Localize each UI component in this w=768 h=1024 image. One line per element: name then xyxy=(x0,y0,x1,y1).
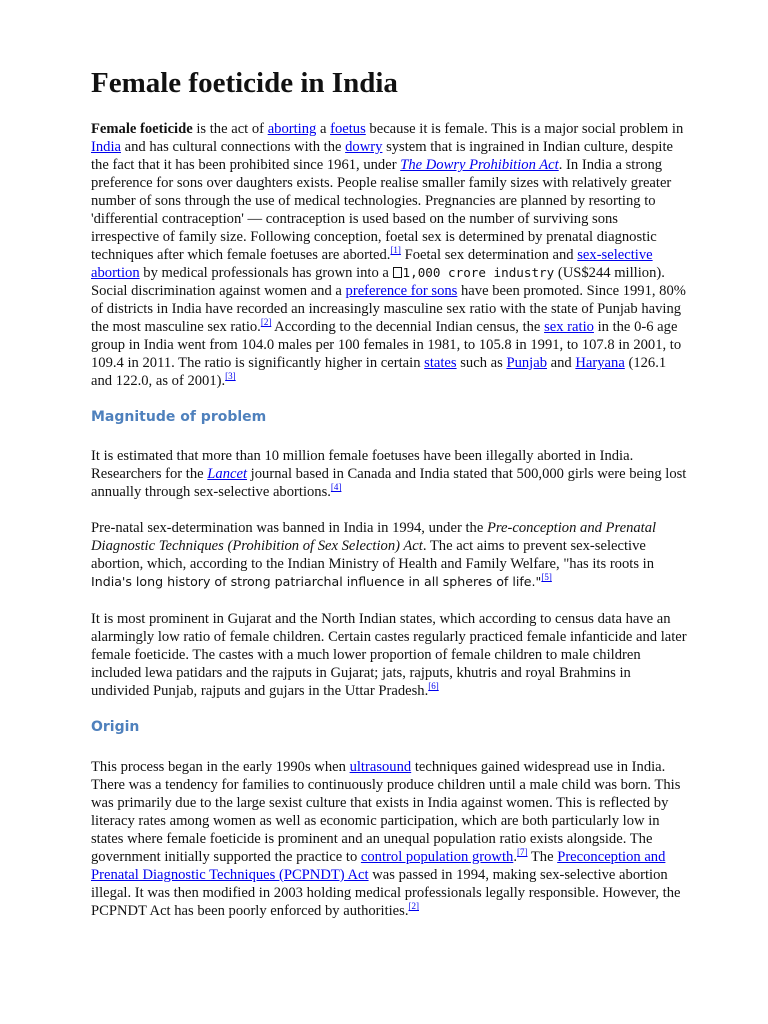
link-ultrasound[interactable]: ultrasound xyxy=(349,759,412,775)
term-bold: Female foeticide xyxy=(91,121,193,137)
link-preference-for-sons[interactable]: preference for sons xyxy=(345,283,458,299)
ref-2[interactable]: [2] xyxy=(260,317,272,328)
rupee-amount: 1,000 crore industry xyxy=(393,265,555,280)
intro-paragraph: Female foeticide is the act of aborting a foetus because it is female. This is a major social problem in India and has cultural connections with the dowry system that is ingrained in Indian culture, despite the fact that it has been prohibited since 1961, under The Dowry Prohibition Act. In India a strong preference for sons over daughters exists. People realise smaller family sizes with relatively greater number of sons through the use of medical technologies. Pregnancies are planned by resorting to 'differential contraception' — contraception is used based on the number of surviving sons irrespective of family size. Following conception, foetal sex is determined by prenatal diagnostic techniques after which female foetuses are aborted.[1] Foetal sex determination and sex-selective abortion by medical professionals has grown into a 1,000 crore industry (US$244 million). Social discrimination against women and a preference for sons have been promoted. Since 1991, 80% of districts in India have recorded an increasingly masculine sex ratio with the state of Punjab having the most masculine sex ratio.[2] According to the decennial Indian census, the sex ratio in the 0-6 age group in India went from 104.0 males per 100 females in 1981, to 105.8 in 1991, to 107.8 in 2001, to 109.4 in 2011. The ratio is significantly higher in certain states such as Punjab and Haryana (126.1 and 122.0, as of 2001).[3] xyxy=(91,121,686,389)
link-states[interactable]: states xyxy=(424,355,457,371)
link-pcpndt-act[interactable]: Preconception and Prenatal Diagnostic Techniques (PCPNDT) Act xyxy=(91,849,666,883)
link-dowry[interactable]: dowry xyxy=(345,139,383,155)
heading-magnitude: Magnitude of problem xyxy=(91,409,267,425)
link-india[interactable]: India xyxy=(91,139,121,155)
ref-3[interactable]: [3] xyxy=(225,371,236,382)
link-sex-ratio[interactable]: sex ratio xyxy=(544,319,594,335)
link-haryana[interactable]: Haryana xyxy=(575,355,625,371)
link-sex-selective-abortion[interactable]: sex-selective abortion xyxy=(91,247,653,281)
link-aborting[interactable]: aborting xyxy=(267,121,317,137)
ref-2-second[interactable]: [2] xyxy=(408,901,419,912)
origin-paragraph: This process began in the early 1990s when ultrasound techniques gained widespread use in India. There was a tendency for families to continuously produce children until a male child was born. This was primarily due to the large sexist culture that exists in India against women. This is reflected by literacy rates among women as well as economic participation, which are both particularly low in states where female foeticide is prominent and an unequal population ratio exists alongside. The government initially supported the practice to control population growth.[7] The Preconception and Prenatal Diagnostic Techniques (PCPNDT) Act was passed in 1994, making sex-selective abortion illegal. It was then modified in 2003 holding medical professionals legally responsible. However, the PCPNDT Act has been poorly enforced by authorities.[2] xyxy=(91,759,681,919)
ref-4[interactable]: [4] xyxy=(330,482,342,493)
ref-7[interactable]: [7] xyxy=(516,847,528,858)
rupee-glyph-icon xyxy=(393,267,402,278)
ref-5[interactable]: [5] xyxy=(541,572,552,583)
magnitude-paragraph-1: It is estimated that more than 10 million female foetuses have been illegally aborted in India. Researchers for the Lancet journal based in Canada and India stated that 500,000 girls were being lost annually through sex-selective abortions.[4] xyxy=(91,448,687,500)
heading-origin: Origin xyxy=(91,719,140,735)
link-lancet[interactable]: Lancet xyxy=(207,466,248,482)
act-name: Pre-conception and Prenatal Diagnostic Techniques (Prohibition of Sex Selection) Act xyxy=(91,520,657,554)
ref-6[interactable]: [6] xyxy=(428,681,439,692)
magnitude-paragraph-3: It is most prominent in Gujarat and the North Indian states, which according to census data have an alarmingly low ratio of female children. Certain castes regularly practiced female infanticide and later female foeticide. The castes with a much lower proportion of female children to male children included lewa patidars and the rajputs in Gujarat; jats, rajputs, khutris and royal Brahmins in undivided Punjab, rajputs and gujars in the Uttar Pradesh.[6] xyxy=(91,611,687,699)
magnitude-paragraph-2: Pre-natal sex-determination was banned in India in 1994, under the Pre-conception and Prenatal Diagnostic Techniques (Prohibition of Sex Selection) Act. The act aims to prevent sex-selective abortion, which, according to the Indian Ministry of Health and Family Welfare, "has its roots in India's long history of strong patriarchal influence in all spheres of life."[5] xyxy=(91,520,657,589)
quote-text: India's long history of strong patriarchal influence in all spheres of life." xyxy=(91,574,542,589)
link-control-population-growth[interactable]: control population growth xyxy=(360,849,514,865)
link-foetus[interactable]: foetus xyxy=(330,121,366,137)
ref-1[interactable]: [1] xyxy=(390,245,401,256)
page-title: Female foeticide in India xyxy=(91,67,398,99)
link-punjab[interactable]: Punjab xyxy=(506,355,547,371)
link-dowry-prohibition-act[interactable]: The Dowry Prohibition Act xyxy=(400,157,559,173)
